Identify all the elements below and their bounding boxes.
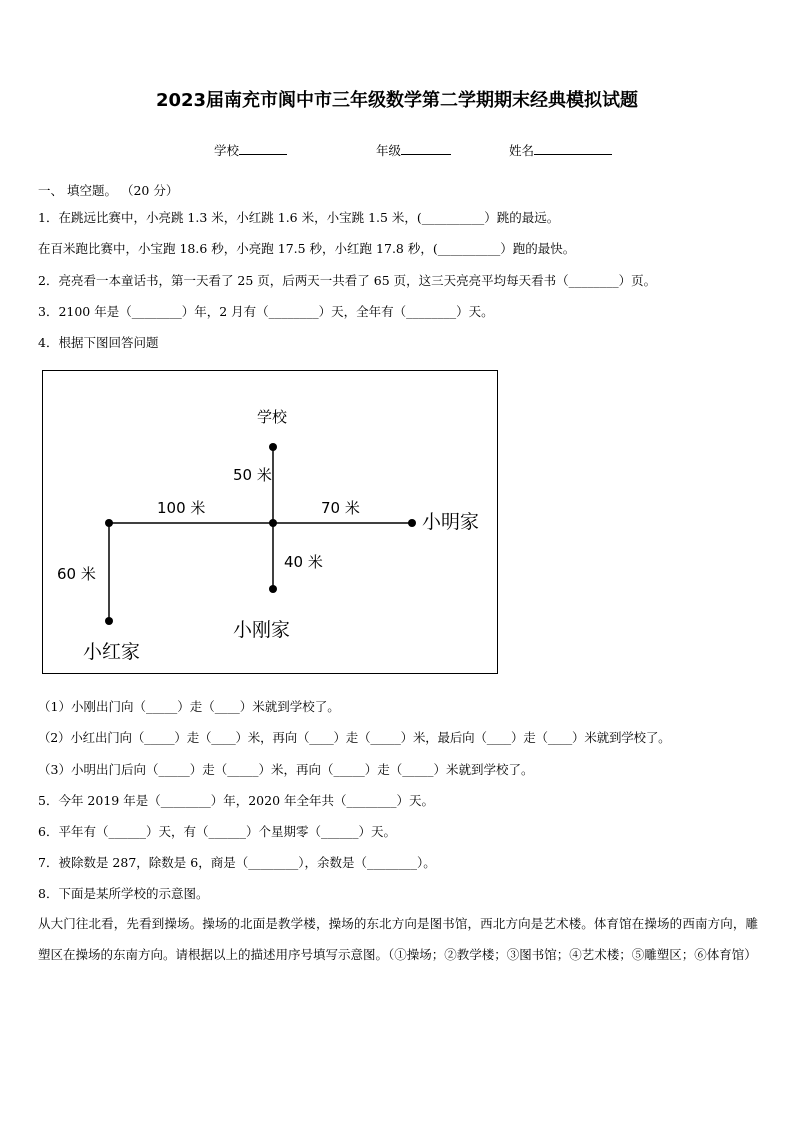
name-label: 姓名: [509, 143, 535, 158]
question-6: 6．平年有（______）天，有（______）个星期零（______）天。: [38, 824, 396, 839]
xiaogang-home-label: 小刚家: [233, 619, 291, 641]
question-1a: 1．在跳远比赛中，小亮跳 1.3 米，小红跳 1.6 米，小宝跳 1.5 米，(__________）跳的最远。: [38, 210, 560, 225]
school-blank[interactable]: [239, 142, 287, 155]
school-label: 学校: [257, 408, 288, 426]
question-7: 7．被除数是 287，除数是 6，商是（________），余数是（________）。: [38, 855, 436, 870]
distance-south: 40 米: [284, 553, 323, 571]
question-2: 2．亮亮看一本童话书，第一天看了 25 页，后两天一共看了 65 页，这三天亮亮平均每天看书（________）页。: [38, 273, 657, 288]
question-3: 3．2100 年是（________）年，2 月有（________）天，全年有（________）天。: [38, 304, 494, 319]
name-field: [509, 141, 612, 159]
school-point: [269, 443, 277, 451]
question-1b: 在百米跑比赛中，小宝跑 18.6 秒，小亮跑 17.5 秒，小红跑 17.8 秒，(__________）跑的最快。: [38, 241, 576, 256]
question-4-1: （1）小刚出门向（_____）走（____）米就到学校了。: [38, 699, 340, 714]
distance-xiaohong: 60 米: [57, 565, 96, 583]
question-8: 8．下面是某所学校的示意图。: [38, 886, 209, 901]
center-point: [269, 519, 277, 527]
distance-west: 100 米: [157, 499, 206, 517]
question-5: 5．今年 2019 年是（________）年，2020 年全年共（________）天。: [38, 793, 434, 808]
section-heading: 一、 填空题。 （20 分）: [38, 183, 179, 198]
distance-school: 50 米: [233, 466, 272, 484]
question-8-description: 从大门往北看，先看到操场。操场的北面是教学楼，操场的东北方向是图书馆，西北方向是艺术楼。体育馆在操场的西南方向，雕塑区在操场的东南方向。请根据以上的描述用序号填写示意图。（①操场；②教学楼；③图书馆；④艺术楼；⑤雕塑区；⑥体育馆）: [38, 916, 758, 962]
grade-field: [376, 141, 451, 159]
question-4: 4．根据下图回答问题: [38, 335, 159, 350]
xiaogang-point: [269, 585, 277, 593]
question-4-2: （2）小红出门向（_____）走（____）米，再向（____）走（_____）米，最后向（____）走（____）米就到学校了。: [38, 730, 671, 745]
west-point: [105, 519, 113, 527]
xiaohong-home-label: 小红家: [83, 641, 141, 663]
xiaohong-point: [105, 617, 113, 625]
grade-blank[interactable]: [401, 142, 451, 155]
distance-east: 70 米: [321, 499, 360, 517]
school-field: [214, 141, 287, 159]
page-title: 2023届南充市阆中市三年级数学第二学期期末经典模拟试题: [155, 90, 639, 111]
name-blank[interactable]: [534, 142, 612, 155]
grade-label: 年级: [376, 143, 402, 158]
xiaoming-point: [408, 519, 416, 527]
school-label: 学校: [214, 143, 240, 158]
xiaoming-home-label: 小明家: [422, 511, 480, 533]
map-figure: [42, 370, 498, 674]
question-4-3: （3）小明出门后向（_____）走（_____）米，再向（_____）走（_____）米就到学校了。: [38, 762, 534, 777]
